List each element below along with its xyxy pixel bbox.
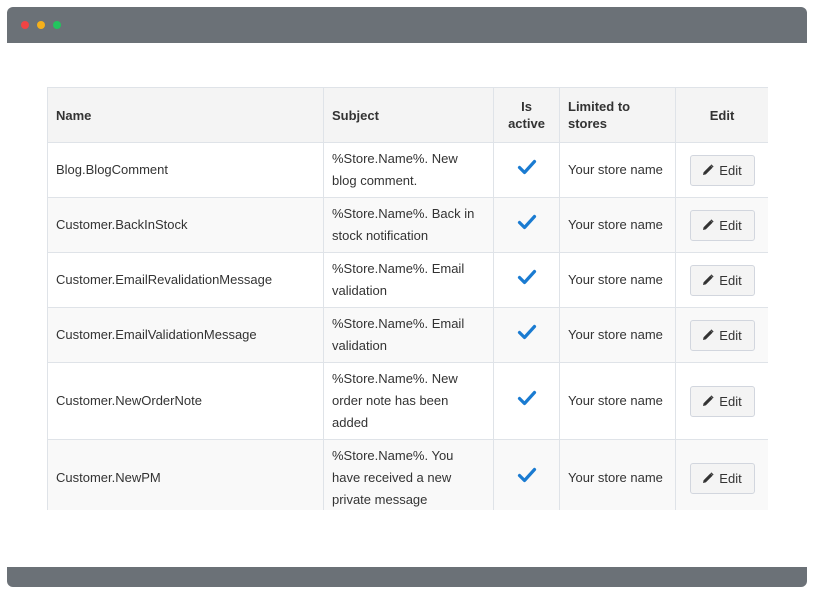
edit-button[interactable]	[690, 463, 755, 494]
edit-cell	[676, 253, 769, 308]
pencil-icon	[702, 164, 719, 176]
template-subject-cell: %Store.Name%. New order note has been added	[324, 363, 494, 440]
is-active-cell	[494, 253, 560, 308]
pencil-icon	[702, 219, 719, 231]
checkmark-icon	[517, 388, 537, 408]
limited-to-stores-cell: Your store name	[560, 440, 676, 511]
table-header-row	[48, 88, 769, 143]
limited-to-stores-cell: Your store name	[560, 253, 676, 308]
edit-button[interactable]	[690, 210, 755, 241]
table-row	[48, 363, 769, 440]
checkmark-icon	[517, 465, 537, 485]
edit-button[interactable]	[690, 386, 755, 417]
table-row	[48, 440, 769, 511]
template-name-cell: Customer.NewPM	[48, 440, 324, 511]
checkmark-icon	[517, 212, 537, 232]
limited-to-stores-cell: Your store name	[560, 198, 676, 253]
column-header-limited-to-stores[interactable]: Limited to stores	[560, 88, 676, 143]
limited-to-stores-cell: Your store name	[560, 363, 676, 440]
template-subject-cell: %Store.Name%. You have received a new private message	[324, 440, 494, 511]
message-templates-table-container[interactable]	[47, 87, 768, 510]
template-name-cell: Blog.BlogComment	[48, 143, 324, 198]
maximize-dot-icon[interactable]	[53, 21, 61, 29]
edit-cell	[676, 308, 769, 363]
close-dot-icon[interactable]	[21, 21, 29, 29]
template-name-cell: Customer.EmailValidationMessage	[48, 308, 324, 363]
template-subject-cell: %Store.Name%. Email validation	[324, 308, 494, 363]
column-header-subject[interactable]: Subject	[324, 88, 494, 143]
window-footer-bar	[7, 567, 807, 587]
is-active-cell	[494, 198, 560, 253]
edit-cell	[676, 363, 769, 440]
is-active-cell	[494, 440, 560, 511]
edit-button-label: Edit	[719, 393, 742, 409]
template-name-cell: Customer.NewOrderNote	[48, 363, 324, 440]
is-active-cell	[494, 143, 560, 198]
is-active-cell	[494, 363, 560, 440]
limited-to-stores-cell: Your store name	[560, 308, 676, 363]
column-header-is-active[interactable]: Is active	[494, 88, 560, 143]
edit-button-label: Edit	[719, 470, 742, 486]
pencil-icon	[702, 274, 719, 286]
table-row	[48, 198, 769, 253]
pencil-icon	[702, 472, 719, 484]
table-row	[48, 143, 769, 198]
template-name-cell: Customer.BackInStock	[48, 198, 324, 253]
template-name-cell: Customer.EmailRevalidationMessage	[48, 253, 324, 308]
column-header-edit: Edit	[676, 88, 769, 143]
checkmark-icon	[517, 157, 537, 177]
checkmark-icon	[517, 322, 537, 342]
is-active-cell	[494, 308, 560, 363]
template-subject-cell: %Store.Name%. Email validation	[324, 253, 494, 308]
edit-button-label: Edit	[719, 217, 742, 233]
template-subject-cell: %Store.Name%. New blog comment.	[324, 143, 494, 198]
edit-button-label: Edit	[719, 162, 742, 178]
column-header-name[interactable]: Name	[48, 88, 324, 143]
edit-button[interactable]	[690, 155, 755, 186]
edit-cell	[676, 198, 769, 253]
table-row	[48, 308, 769, 363]
edit-button[interactable]	[690, 320, 755, 351]
limited-to-stores-cell: Your store name	[560, 143, 676, 198]
template-subject-cell: %Store.Name%. Back in stock notification	[324, 198, 494, 253]
edit-button-label: Edit	[719, 272, 742, 288]
window-titlebar	[7, 7, 807, 43]
edit-button-label: Edit	[719, 327, 742, 343]
pencil-icon	[702, 395, 719, 407]
edit-cell	[676, 440, 769, 511]
table-row	[48, 253, 769, 308]
minimize-dot-icon[interactable]	[37, 21, 45, 29]
message-templates-table	[47, 87, 768, 510]
checkmark-icon	[517, 267, 537, 287]
edit-button[interactable]	[690, 265, 755, 296]
edit-cell	[676, 143, 769, 198]
pencil-icon	[702, 329, 719, 341]
